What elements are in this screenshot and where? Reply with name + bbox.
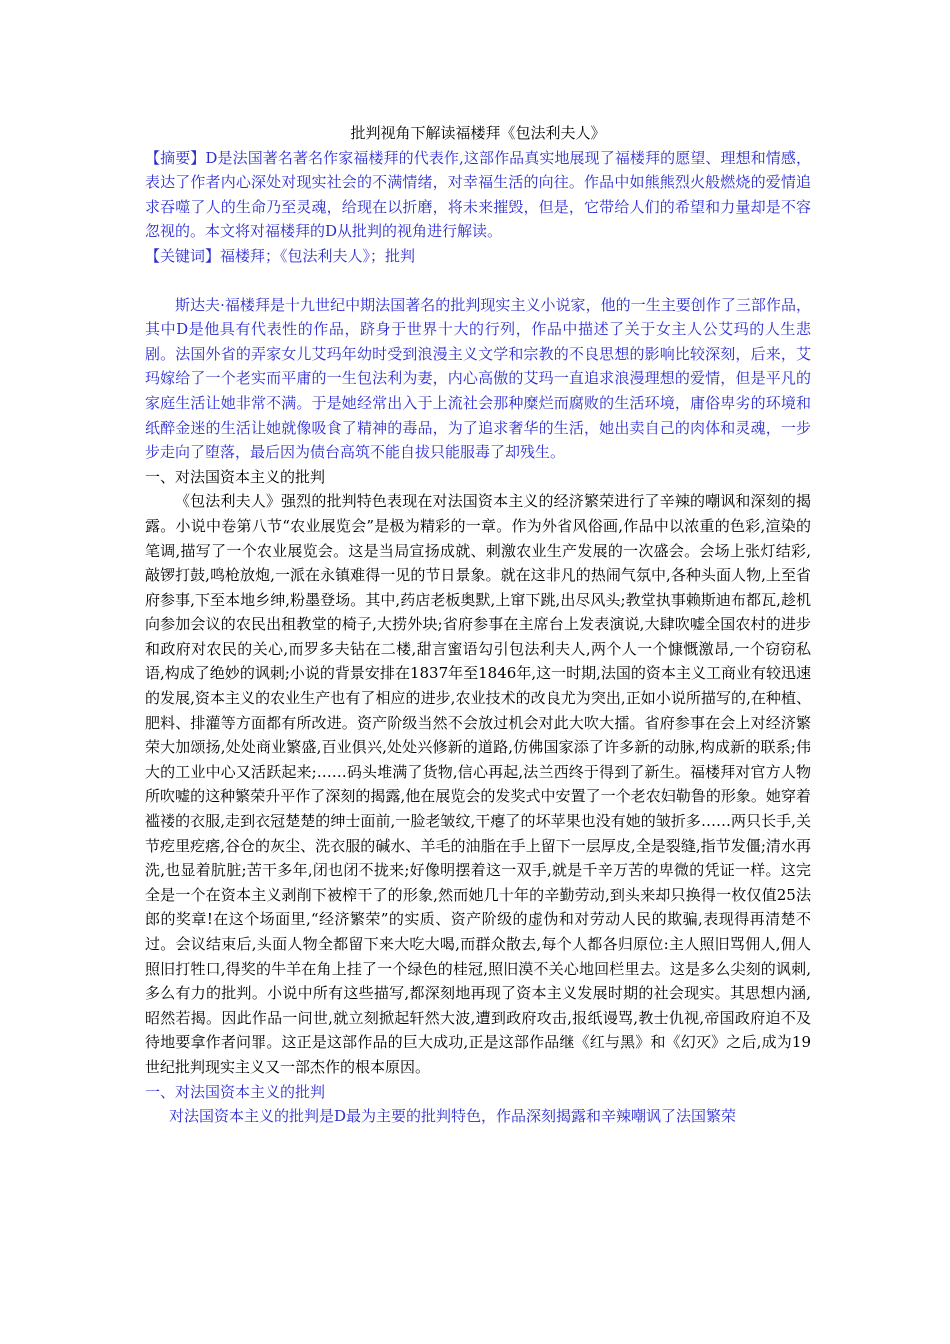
- section2-paragraph: 对法国资本主义的批判是D最为主要的批判特色，作品深刻揭露和辛辣嘲讽了法国繁荣: [169, 1107, 737, 1126]
- section1-paragraph: 《包法利夫人》强烈的批判特色表现在对法国资本主义的经济繁荣进行了辛辣的嘲讽和深刻的揭露。小说中卷第八节“农业展览会”是极为精彩的一章。作为外省风俗画,作品中以浓重的色彩,渲染的笔调,描写了一个农业展览会。这是当局宣扬成就、刺激农业生产发展的一次盛会。会场上张灯结彩,敲锣打鼓,鸣枪放炮,一派在永镇难得一见的节日景象。就在这非凡的热闹气氛中,各种头面人物,上至省府参事,下至本地乡绅,粉墨登场。其中,药店老板奥默,上窜下跳,出尽风头;教堂执事赖斯迪布都瓦,趁机向参加会议的农民出租教堂的椅子,大捞外块;省府参事在主席台上发表演说,大肆吹嘘全国农村的进步和政府对农民的关心,而罗多夫钻在二楼,甜言蜜语勾引包法利夫人,两个人一个慷慨激昂,一个窃窃私语,构成了绝妙的讽刺;小说的背景安排在1837年至1846年,这一时期,法国的资本主义工商业有较迅速的发展,资本主义的农业生产也有了相应的进步,农业技术的改良尤为突出,正如小说所描写的,在种植、肥料、排灌等方面都有所改进。资产阶级当然不会放过机会对此大吹大擂。省府参事在会上对经济繁荣大加颂扬,处处商业繁盛,百业俱兴,处处兴修新的道路,仿佛国家添了许多新的动脉,构成新的联系;伟大的工业中心又活跃起来;……码头堆满了货物,信心再起,法兰西终于得到了新生。福楼拜对官方人物所吹嘘的这种繁荣升平作了深刻的揭露,他在展览会的发奖式中安置了一个老农妇勒鲁的形象。她穿着褴褛的衣服,走到衣冠楚楚的绅士面前,一脸老皱纹,干瘪了的坏苹果也没有她的皱折多……两只长手,关节疙里疙瘩,谷仓的灰尘、洗衣服的碱水、羊毛的油脂在手上留下一层厚皮,全是裂缝,指节发僵;清水再洗,也显着肮脏;苦干多年,闭也闭不拢来;好像明摆着这一双手,就是千辛万苦的卑微的凭证一样。这完全是一个在资本主义剥削下被榨干了的形象,然而她几十年的辛勤劳动,到头来却只换得一枚仅值25法郎的奖章!在这个场面里,“经济繁荣”的实质、资产阶级的虚伪和对劳动人民的欺骗,表现得再清楚不过。会议结束后,头面人物全都留下来大吃大喝,而群众散去,每个人都各归原位:主人照旧骂佣人,佣人照旧打牲口,得奖的牛羊在角上挂了一个绿色的桂冠,照旧漠不关心地回栏里去。这是多么尖刻的讽刺,多么有力的批判。小说中所有这些描写,都深刻地再现了资本主义发展时期的社会现实。其思想内涵,昭然若揭。因此作品一问世,就立刻掀起轩然大波,遭到政府攻击,报纸谩骂,教士仇视,帝国政府迫不及待地要拿作者问罪。这正是这部作品的巨大成功,正是这部作品继《红与黑》和《幻灭》之后,成为19世纪批判现实主义又一部杰作的根本原因。: [145, 492, 811, 1076]
- abstract-label: 【摘要】: [145, 148, 206, 167]
- intro-paragraph: 斯达夫·福楼拜是十九世纪中期法国著名的批判现实主义小说家，他的一生主要创作了三部作品，其中D是他具有代表性的作品，跻身于世界十大的行列，作品中描述了关于女主人公艾玛的人生悲剧。法国外省的弄家女儿艾玛年幼时受到浪漫主义文学和宗教的不良思想的影响比较深刻，后来，艾玛嫁给了一个老实而平庸的一生包法利为妻，内心高傲的艾玛一直追求浪漫理想的爱情，但是平凡的家庭生活让她非常不满。于是她经常出入于上流社会那种糜烂而腐败的生活环境，庸俗卑劣的环境和纸醉金迷的生活让她就像吸食了精神的毒品，为了追求奢华的生活，她出卖自己的肉体和灵魂，一步步走向了堕落，最后因为债台高筑不能自拔只能服毒了却残生。: [145, 295, 811, 462]
- section1-heading: 一、对法国资本主义的批判: [145, 467, 326, 486]
- document-title: 批判视角下解读福楼拜《包法利夫人》: [350, 124, 606, 142]
- abstract-text: D是法国著名著名作家福楼拜的代表作,这部作品真实地展现了福楼拜的愿望、理想和情感，表达了作者内心深处对现实社会的不满情绪，对幸福生活的向往。作品中如熊熊烈火般燃烧的爱情追求吞噬了人的生命乃至灵魂，给现在以折磨，将未来摧毁，但是，它带给人们的希望和力量却是不容忽视的。本文将对福楼拜的D从批判的视角进行解读。: [145, 148, 811, 241]
- document-page: [145, 121, 811, 1129]
- abstract-paragraph: [145, 146, 811, 244]
- keywords-paragraph: [145, 244, 811, 269]
- blank-line: [145, 269, 811, 293]
- section2-heading: 一、对法国资本主义的批判: [145, 1082, 326, 1101]
- keywords-text: 福楼拜；《包法利夫人》；批判: [220, 246, 416, 265]
- keywords-label: 【关键词】: [145, 246, 221, 265]
